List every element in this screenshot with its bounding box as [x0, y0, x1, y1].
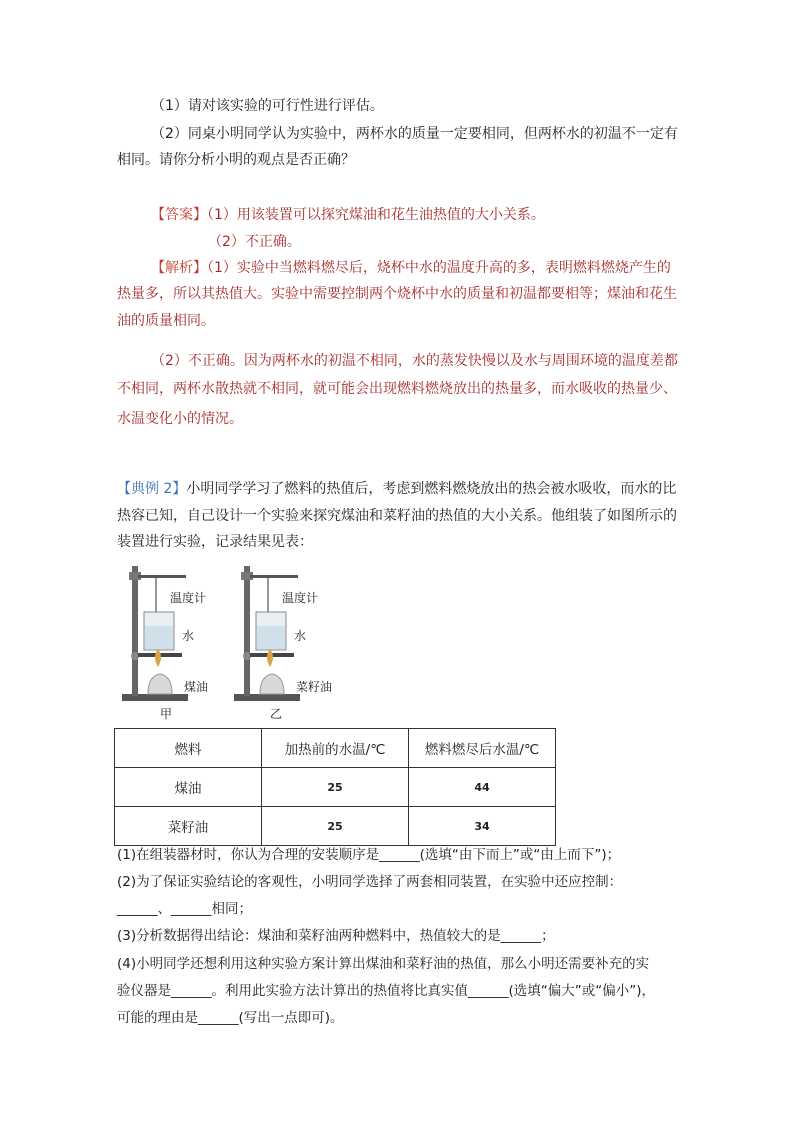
question-1: （1）请对该实验的可行性进行评估。: [151, 98, 384, 114]
apparatus-right: [234, 566, 332, 721]
table-cell-fuel: 菜籽油: [115, 807, 262, 846]
table-header-row: [115, 729, 556, 768]
example2-tag: 【典例 2】: [117, 481, 187, 497]
example2-line2: 热容已知，自己设计一个实验来探究煤油和菜籽油的热值的大小关系。他组装了如图所示的: [117, 508, 677, 524]
analysis-line-1: [151, 258, 671, 278]
table-cell-value: 34: [409, 807, 556, 846]
ring-clamp-left: [131, 652, 139, 660]
water-left: [145, 626, 173, 649]
ring-clamp-right: [243, 652, 251, 660]
analysis-tag: 【解析】: [151, 260, 207, 276]
analysis-p1-line1: （1）实验中当燃料燃尽后，烧杯中水的温度升高的多，表明燃料燃烧产生的: [207, 260, 671, 276]
stand-base-left: [122, 694, 188, 701]
stand-rod-right: [244, 566, 250, 696]
label-fuel-left: 煤油: [184, 680, 209, 694]
stand-base-right: [234, 694, 300, 701]
answer-1: （1）用该装置可以探究煤油和花生油热值的大小关系。: [207, 207, 545, 223]
table-header-cell: 加热前的水温/℃: [262, 729, 409, 768]
subquestion-2-line2: ______、______相同；: [117, 901, 252, 917]
table-cell-fuel: 煤油: [115, 768, 262, 807]
lamp-right: [260, 674, 284, 694]
label-water-right: 水: [294, 629, 307, 643]
lamp-left: [148, 674, 172, 694]
water-right: [257, 626, 285, 649]
label-fuel-right: 菜籽油: [296, 680, 333, 694]
subquestion-4-line2: 验仪器是______。利用此实验方法计算出的热值将比真实值______(选填“偏大”或“偏小”)，: [117, 983, 656, 999]
caption-right: 乙: [270, 707, 283, 721]
label-water-left: 水: [182, 629, 195, 643]
arm-top-right: [250, 575, 298, 578]
example2-line1: [117, 479, 676, 499]
analysis-p2-line3: 水温变化小的情况。: [117, 411, 243, 427]
subquestion-1: (1)在组装器材时，你认为合理的安装顺序是______(选填“由下而上”或“由上而下”)；: [117, 847, 621, 863]
subquestion-4-line3: 可能的理由是______(写出一点即可)。: [117, 1010, 344, 1026]
question-2-line2: 相同。请你分析小明的观点是否正确？: [117, 152, 355, 168]
apparatus-left: [122, 566, 208, 721]
subquestion-2-line1: (2)为了保证实验结论的客观性，小明同学选择了两套相同装置，在实验中还应控制：: [117, 874, 623, 890]
subquestion-3: (3)分析数据得出结论：煤油和菜籽油两种燃料中，热值较大的是______；: [117, 928, 555, 944]
table-cell-value: 44: [409, 768, 556, 807]
flame-right: [267, 649, 273, 667]
results-table: [114, 728, 556, 846]
example2-text-1: 小明同学学习了燃料的热值后，考虑到燃料燃烧放出的热会被水吸收，而水的比: [186, 481, 677, 497]
table-row: [115, 768, 556, 807]
table-header-cell: 燃料: [115, 729, 262, 768]
answer-tag: 【答案】: [151, 207, 207, 223]
stand-rod-left: [132, 566, 138, 696]
analysis-p1-line2: 热量多，所以其热值大。实验中需要控制两个烧杯中水的质量和初温都要相等；煤油和花生: [117, 286, 677, 302]
label-thermometer-right: 温度计: [282, 591, 319, 605]
answer-2: （2）不正确。: [208, 234, 301, 250]
arm-top-left: [138, 575, 186, 578]
table-cell-value: 25: [262, 768, 409, 807]
label-thermometer-left: 温度计: [170, 591, 207, 605]
apparatus-figure: [118, 562, 378, 722]
analysis-p2-line1: （2）不正确。因为两杯水的初温不相同，水的蒸发快慢以及水与周围环境的温度差都: [151, 353, 678, 369]
example2-line3: 装置进行实验，记录结果见表：: [117, 534, 313, 550]
caption-left: 甲: [160, 707, 173, 721]
table-row: [115, 807, 556, 846]
table-cell-value: 25: [262, 807, 409, 846]
analysis-p2-line2: 不相同，两杯水散热就不相同，就可能会出现燃料燃烧放出的热量多，而水吸收的热量少、: [117, 381, 677, 397]
subquestion-4-line1: (4)小明同学还想利用这种实验方案计算出煤油和菜籽油的热值，那么小明还需要补充的实: [117, 956, 650, 972]
table-header-cell: 燃料燃尽后水温/℃: [409, 729, 556, 768]
flame-left: [155, 649, 161, 667]
analysis-p1-line3: 油的质量相同。: [117, 313, 215, 329]
answer-line-1: [151, 205, 545, 225]
question-2-line1: （2）同桌小明同学认为实验中，两杯水的质量一定要相同，但两杯水的初温不一定有: [151, 126, 678, 142]
